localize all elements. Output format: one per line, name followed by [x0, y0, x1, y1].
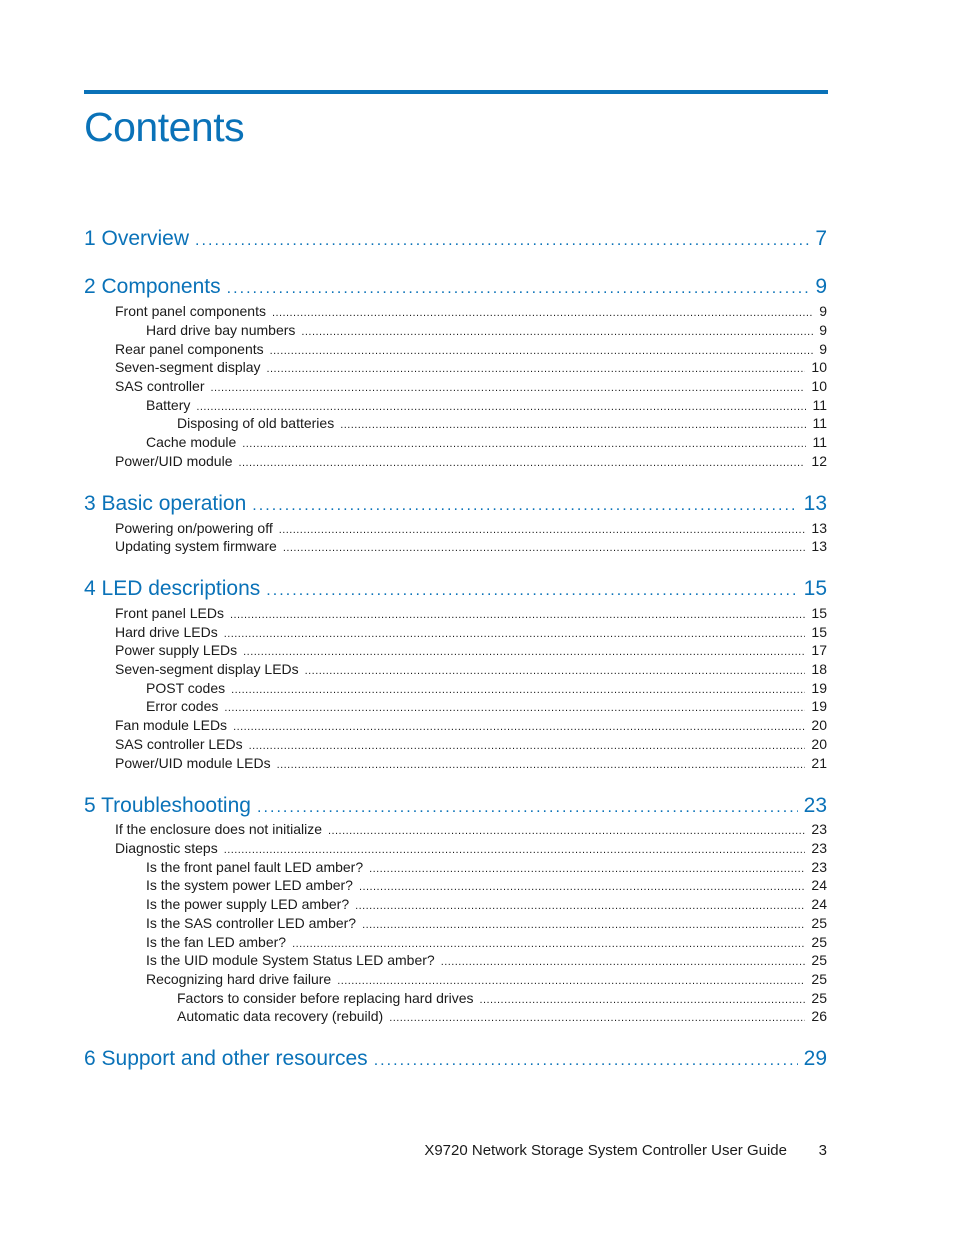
toc-dot-leader	[224, 625, 806, 642]
toc-entry-title: Is the SAS controller LED amber?	[146, 915, 357, 931]
toc-entry[interactable]	[115, 377, 827, 396]
toc-entry-page: 9	[819, 322, 827, 338]
footer-doc-title: X9720 Network Storage System Controller User Guide	[424, 1142, 787, 1159]
toc-entry-title: 2 Components	[84, 275, 221, 298]
toc-entry-page: 19	[811, 698, 827, 714]
toc-entry-title: 6 Support and other resources	[84, 1047, 368, 1070]
toc-entry-title: SAS controller	[115, 378, 205, 394]
toc-entry-page: 23	[803, 794, 827, 817]
toc-entry-title: Powering on/powering off	[115, 520, 273, 536]
toc-dot-leader	[369, 860, 805, 877]
toc-entry-title: Factors to consider before replacing hard drives	[177, 990, 474, 1006]
toc-entry[interactable]	[146, 858, 827, 877]
toc-entry-title: Is the front panel fault LED amber?	[146, 859, 364, 875]
toc-entry-page: 10	[811, 378, 827, 394]
toc-entry-title: Power/UID module LEDs	[115, 755, 271, 771]
toc-entry[interactable]	[146, 933, 827, 952]
page-footer	[0, 1142, 827, 1164]
toc-entry-title: Recognizing hard drive failure	[146, 971, 332, 987]
toc-entry-page: 29	[803, 1047, 827, 1070]
toc-entry-title: 5 Troubleshooting	[84, 794, 251, 817]
toc-entry-page: 25	[811, 990, 827, 1006]
toc-entry[interactable]	[115, 537, 827, 556]
toc-entry-page: 15	[803, 577, 827, 600]
toc-dot-leader	[270, 342, 814, 359]
toc-dot-leader	[277, 756, 806, 773]
toc-dot-leader	[249, 737, 806, 754]
toc-entry[interactable]	[115, 358, 827, 377]
toc-entry[interactable]	[115, 604, 827, 623]
toc-dot-leader	[242, 435, 806, 452]
toc-entry[interactable]	[146, 396, 827, 415]
toc-dot-leader	[292, 935, 805, 952]
toc-dot-leader	[252, 493, 797, 517]
toc-entry-title: If the enclosure does not initialize	[115, 821, 323, 837]
toc-entry[interactable]	[146, 876, 827, 895]
toc-entry[interactable]	[115, 519, 827, 538]
toc-entry[interactable]	[177, 414, 827, 433]
toc-entry-page: 10	[811, 359, 827, 375]
toc-dot-leader	[340, 416, 806, 433]
toc-dot-leader	[233, 718, 805, 735]
toc-entry-page: 25	[811, 971, 827, 987]
toc-entry-title: Seven-segment display LEDs	[115, 661, 299, 677]
toc-dot-leader	[230, 606, 805, 623]
toc-entry[interactable]	[115, 340, 827, 359]
toc-entry-page: 11	[812, 415, 827, 431]
toc-dot-leader	[283, 539, 806, 556]
toc-entry-title: Seven-segment display	[115, 359, 261, 375]
toc-entry-title: Fan module LEDs	[115, 717, 228, 733]
toc-entry[interactable]	[115, 641, 827, 660]
toc-dot-leader	[441, 953, 806, 970]
toc-entry[interactable]	[146, 970, 827, 989]
toc-dot-leader	[337, 972, 805, 989]
toc-chapter-entry[interactable]	[84, 226, 827, 252]
toc-entry-page: 11	[812, 397, 827, 413]
toc-entry-page: 20	[811, 736, 827, 752]
title-rule	[84, 90, 828, 94]
toc-entry-title: Front panel LEDs	[115, 605, 224, 621]
toc-entry-page: 23	[811, 821, 827, 837]
toc-chapter-entry[interactable]	[84, 491, 827, 517]
toc-entry[interactable]	[115, 452, 827, 471]
toc-entry-page: 23	[811, 840, 827, 856]
toc-dot-leader	[362, 916, 805, 933]
toc-entry-title: 4 LED descriptions	[84, 577, 261, 600]
toc-entry-page: 7	[815, 227, 827, 250]
toc-entry-page: 20	[811, 717, 827, 733]
toc-entry-title: SAS controller LEDs	[115, 736, 243, 752]
toc-dot-leader	[389, 1009, 805, 1026]
toc-entry-page: 24	[811, 877, 827, 893]
toc-entry[interactable]	[177, 989, 827, 1008]
toc-entry-title: 1 Overview	[84, 227, 190, 250]
toc-entry-page: 9	[819, 303, 827, 319]
toc-entry-title: Error codes	[146, 698, 219, 714]
toc-dot-leader	[257, 795, 798, 819]
toc-entry-page: 13	[803, 492, 827, 515]
toc-entry-title: Hard drive bay numbers	[146, 322, 296, 338]
toc-entry-title: Updating system firmware	[115, 538, 277, 554]
toc-dot-leader	[355, 897, 805, 914]
toc-entry[interactable]	[146, 433, 827, 452]
toc-dot-leader	[195, 228, 809, 252]
toc-entry[interactable]	[177, 1007, 827, 1026]
toc-entry-title: Power/UID module	[115, 453, 233, 469]
toc-dot-leader	[272, 304, 813, 321]
toc-entry-title: Disposing of old batteries	[177, 415, 335, 431]
toc-dot-leader	[239, 454, 806, 471]
toc-entry-title: Battery	[146, 397, 191, 413]
toc-entry-page: 13	[811, 520, 827, 536]
toc-dot-leader	[279, 521, 806, 538]
toc-dot-leader	[328, 822, 805, 839]
toc-dot-leader	[224, 699, 805, 716]
toc-dot-leader	[243, 643, 805, 660]
toc-entry-page: 19	[811, 680, 827, 696]
toc-dot-leader	[210, 379, 805, 396]
toc-entry-title: Diagnostic steps	[115, 840, 218, 856]
toc-dot-leader	[267, 360, 806, 377]
toc-entry-page: 18	[811, 661, 827, 677]
toc-dot-leader	[196, 398, 806, 415]
toc-entry[interactable]	[115, 735, 827, 754]
toc-chapter-entry[interactable]	[84, 576, 827, 602]
toc-entry-page: 21	[811, 755, 827, 771]
toc-dot-leader	[231, 681, 805, 698]
toc-dot-leader	[359, 878, 805, 895]
toc-dot-leader	[224, 841, 806, 858]
toc-dot-leader	[266, 578, 797, 602]
toc-dot-leader	[227, 276, 810, 300]
toc-entry-page: 12	[811, 453, 827, 469]
toc-entry-page: 24	[811, 896, 827, 912]
toc-entry-title: Is the fan LED amber?	[146, 934, 287, 950]
toc-entry-page: 11	[812, 434, 827, 450]
toc-entry-page: 26	[811, 1008, 827, 1024]
toc-entry[interactable]	[146, 679, 827, 698]
toc-entry-page: 17	[811, 642, 827, 658]
toc-entry[interactable]	[146, 895, 827, 914]
toc-entry[interactable]	[115, 302, 827, 321]
toc-entry[interactable]	[115, 754, 827, 773]
toc-dot-leader	[305, 662, 806, 679]
toc-entry-title: Rear panel components	[115, 341, 264, 357]
page-title: Contents	[84, 104, 245, 150]
toc-entry[interactable]	[115, 623, 827, 642]
toc-entry[interactable]	[146, 321, 827, 340]
toc-entry-page: 25	[811, 952, 827, 968]
toc-entry-title: Is the system power LED amber?	[146, 877, 353, 893]
footer-page-number: 3	[818, 1142, 827, 1159]
toc-entry-page: 9	[815, 275, 827, 298]
toc-entry-title: Cache module	[146, 434, 237, 450]
toc-entry-title: Automatic data recovery (rebuild)	[177, 1008, 384, 1024]
toc-dot-leader	[301, 323, 813, 340]
toc-entry-title: 3 Basic operation	[84, 492, 247, 515]
toc-entry-page: 25	[811, 934, 827, 950]
toc-entry-page: 9	[819, 341, 827, 357]
toc-entry[interactable]	[115, 660, 827, 679]
toc-entry-title: Hard drive LEDs	[115, 624, 218, 640]
toc-entry-page: 13	[811, 538, 827, 554]
toc-entry[interactable]	[146, 697, 827, 716]
toc-entry-title: Is the UID module System Status LED amber?	[146, 952, 435, 968]
toc-entry-title: POST codes	[146, 680, 226, 696]
toc-entry-page: 23	[811, 859, 827, 875]
toc-entry[interactable]	[146, 951, 827, 970]
toc-entry-title: Power supply LEDs	[115, 642, 238, 658]
toc-dot-leader	[374, 1048, 798, 1072]
toc-dot-leader	[479, 991, 805, 1008]
toc-entry-page: 25	[811, 915, 827, 931]
toc-chapter-entry[interactable]	[84, 793, 827, 819]
toc-entry-title: Is the power supply LED amber?	[146, 896, 350, 912]
toc-entry-title: Front panel components	[115, 303, 266, 319]
toc-chapter-entry[interactable]	[84, 1046, 827, 1072]
toc-entry[interactable]	[115, 839, 827, 858]
toc-chapter-entry[interactable]	[84, 274, 827, 300]
toc-entry[interactable]	[115, 820, 827, 839]
toc-entry[interactable]	[115, 716, 827, 735]
toc-entry-page: 15	[811, 605, 827, 621]
toc-entry[interactable]	[146, 914, 827, 933]
toc-entry-page: 15	[811, 624, 827, 640]
